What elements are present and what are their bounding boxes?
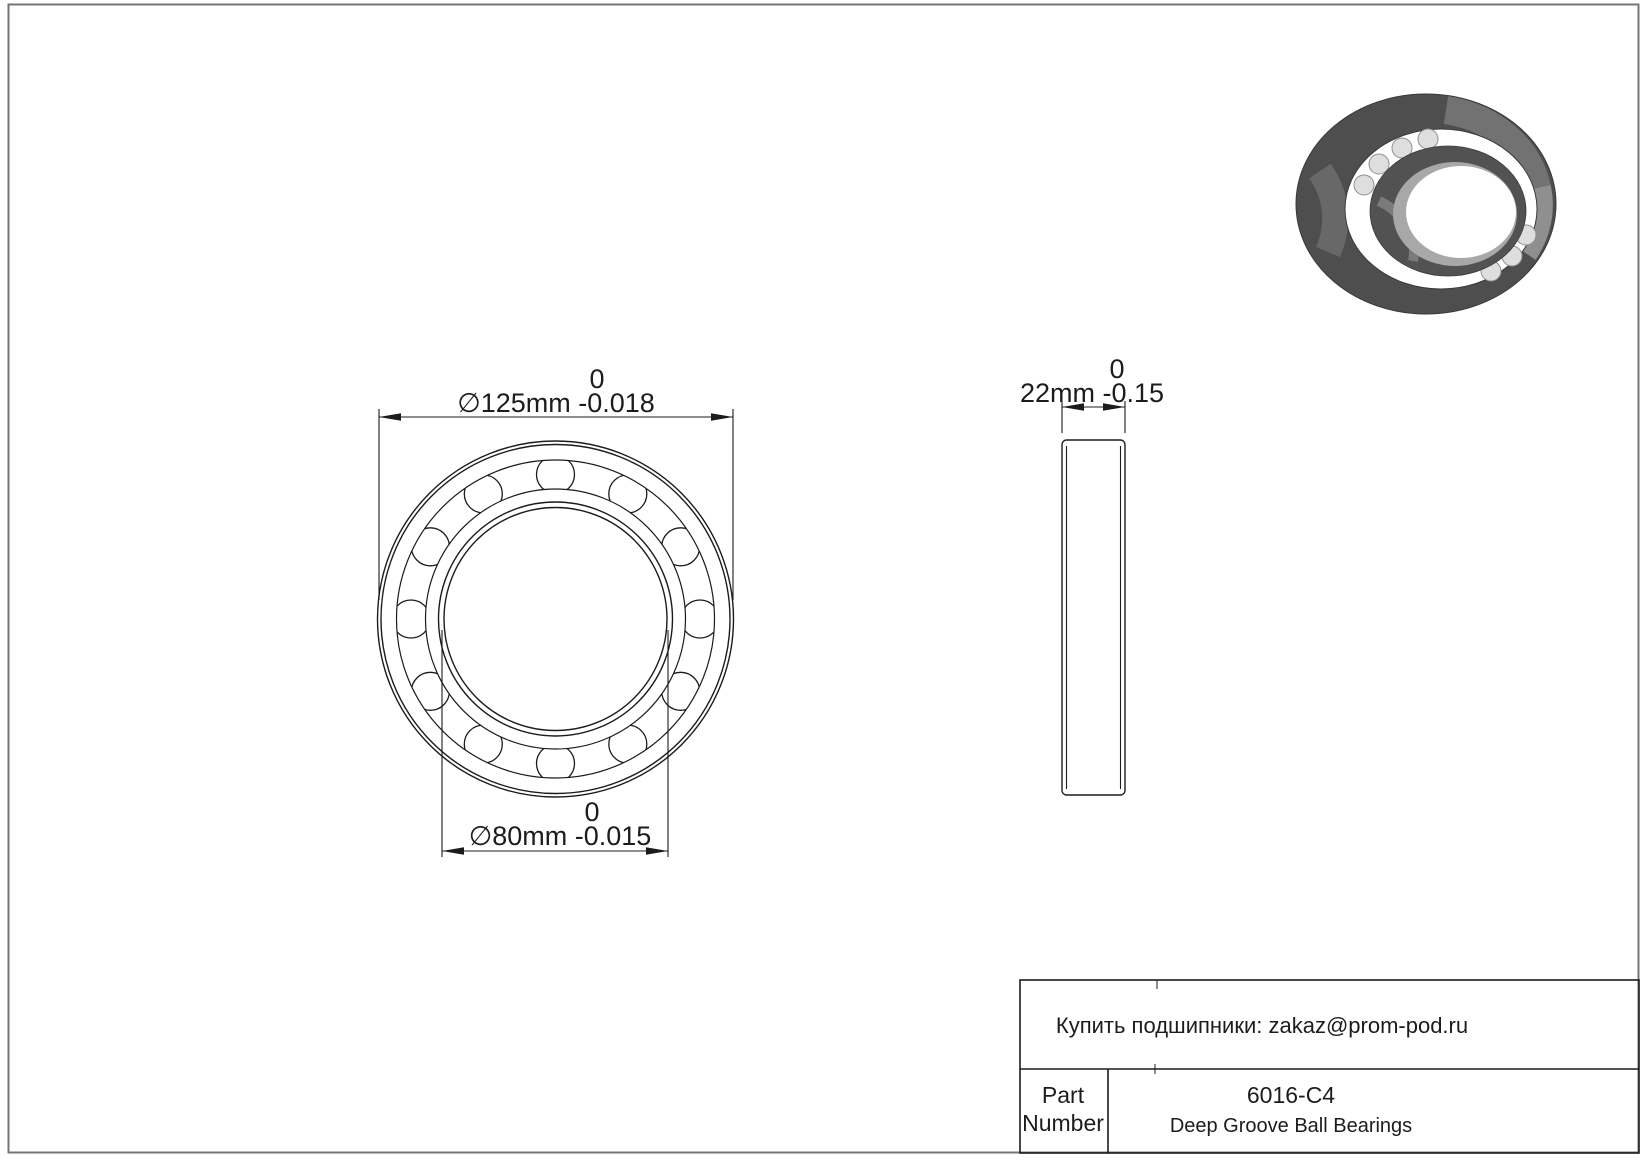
front-view: [378, 441, 734, 797]
part-label-line1: Part: [1041, 1082, 1085, 1108]
ball: [411, 672, 449, 710]
arrowhead-left: [442, 847, 464, 855]
outer-diameter-label: ∅125mm -0.018: [457, 388, 655, 418]
arrowhead-left: [379, 413, 401, 421]
ball: [537, 745, 575, 783]
contact-text: Купить подшипники: zakaz@prom-pod.ru: [1055, 1013, 1469, 1038]
ball: [537, 456, 575, 494]
ball: [609, 475, 647, 513]
width-tolerance-upper: 0: [1109, 354, 1125, 384]
ball: [411, 528, 449, 566]
bearing-3d-facet-left: [1320, 171, 1335, 252]
bore-diameter-label: ∅80mm -0.015: [468, 821, 652, 851]
outer-diameter-tolerance-upper: 0: [589, 364, 605, 394]
ball: [464, 725, 502, 763]
ball: [662, 528, 700, 566]
ring-section-outline: [1062, 440, 1125, 795]
outer-ring-chamfer-circle: [381, 445, 730, 794]
ball-3d: [1418, 129, 1438, 149]
ball: [662, 672, 700, 710]
bore-diameter-tolerance-upper: 0: [584, 797, 600, 827]
bore-circle: [444, 508, 667, 731]
arrowhead-right: [711, 413, 733, 421]
inner-raceway-circle: [426, 489, 686, 749]
outer-ring-outer-circle: [378, 441, 734, 797]
ball: [464, 475, 502, 513]
ball: [609, 725, 647, 763]
width-label: 22mm -0.15: [1019, 378, 1165, 408]
ball: [392, 600, 430, 638]
part-label-line2: Number: [1022, 1110, 1104, 1136]
side-view: [1062, 440, 1125, 795]
ball-set: [392, 456, 719, 783]
ball-3d: [1354, 175, 1374, 195]
bearing-3d-render: [1296, 94, 1556, 314]
part-number: 6016-C4: [1246, 1082, 1336, 1108]
ball: [681, 600, 719, 638]
inner-ring-chamfer-circle: [439, 502, 673, 736]
bearing-3d-bore-hole: [1406, 166, 1516, 258]
part-category: Deep Groove Ball Bearings: [1169, 1115, 1413, 1137]
dimension-outer-diameter: [379, 409, 733, 600]
